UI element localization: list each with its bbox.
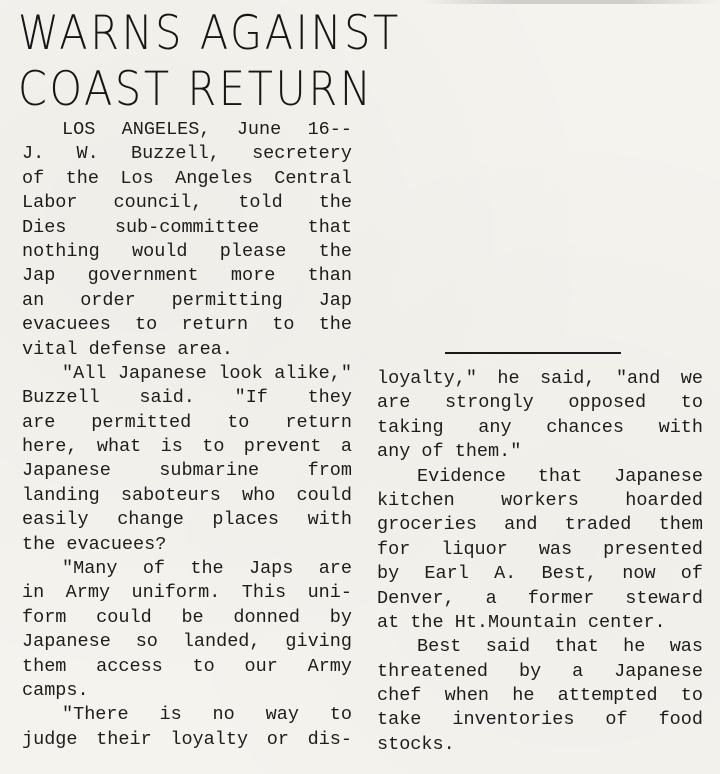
article-text-line: Best said that he was bbox=[417, 636, 703, 658]
article-text-line: an order permitting Jap bbox=[22, 289, 352, 311]
article-text-line: Labor council, told the bbox=[22, 192, 352, 214]
article-text-line: them access to our Army bbox=[22, 655, 352, 677]
article-text-line: in Army uniform. This uni- bbox=[22, 582, 352, 604]
article-text-line: evacuees to return to the bbox=[22, 314, 352, 336]
article-text-line: landing saboteurs who could bbox=[22, 484, 352, 506]
article-text-line: here, what is to prevent a bbox=[22, 436, 352, 458]
article-column-right bbox=[377, 367, 703, 757]
top-edge-smudge bbox=[420, 0, 720, 4]
article-text-line: loyalty," he said, "and we bbox=[377, 368, 703, 389]
article-text-line: taking any chances with bbox=[377, 416, 703, 438]
article-text-line: LOS ANGELES, June 16-- bbox=[62, 119, 352, 140]
article-text-line: "Many of the Japs are bbox=[62, 558, 352, 580]
article-text-line: judge their loyalty or dis- bbox=[22, 728, 352, 750]
article-text-line: nothing would please the bbox=[22, 240, 352, 262]
headline-line: COAST RETURN bbox=[18, 62, 374, 117]
article-text-line: are permitted to return bbox=[22, 411, 352, 433]
article-text-line: camps. bbox=[22, 679, 89, 701]
article-text-line: Japanese submarine from bbox=[22, 460, 352, 482]
article-text-line: easily change places with bbox=[22, 509, 352, 531]
article-text-line: stocks. bbox=[377, 733, 455, 755]
article-text-line: Japanese so landed, giving bbox=[22, 631, 352, 653]
article-text-line: form could be donned by bbox=[22, 606, 352, 628]
article-text-line: any of them." bbox=[377, 441, 522, 463]
article-text-line: by Earl A. Best, now of bbox=[377, 563, 703, 585]
article-text-line: Dies sub-committee that bbox=[22, 216, 352, 238]
article-text-line: Buzzell said. "If they bbox=[22, 387, 352, 409]
article-text-line: Evidence that Japanese bbox=[417, 465, 703, 487]
column-divider-rule bbox=[445, 352, 621, 354]
article-text-line: Denver, a former steward bbox=[377, 587, 703, 609]
article-text-line: Jap government more than bbox=[22, 265, 352, 287]
article-text-line: "There is no way to bbox=[62, 704, 352, 726]
article-text-line: chef when he attempted to bbox=[377, 685, 703, 707]
article-text-line: kitchen workers hoarded bbox=[377, 489, 703, 511]
article-text-line: J. W. Buzzell, secretery bbox=[22, 143, 352, 165]
article-column-left bbox=[22, 118, 352, 752]
article-text-line: groceries and traded them bbox=[377, 514, 703, 536]
article-text-line: the evacuees? bbox=[22, 533, 167, 555]
headline-line: WARNS AGAINST bbox=[18, 6, 401, 61]
article-text-line: for liquor was presented bbox=[377, 538, 703, 560]
article-text-line: threatened by a Japanese bbox=[377, 660, 703, 682]
article-text-line: at the Ht.Mountain center. bbox=[377, 611, 666, 633]
article-text-line: vital defense area. bbox=[22, 338, 233, 360]
article-text-line: "All Japanese look alike," bbox=[62, 362, 352, 384]
article-text-line: of the Los Angeles Central bbox=[22, 167, 352, 189]
article-text-line: are strongly opposed to bbox=[377, 392, 703, 414]
article-text-line: take inventories of food bbox=[377, 709, 703, 731]
headline bbox=[18, 6, 401, 118]
